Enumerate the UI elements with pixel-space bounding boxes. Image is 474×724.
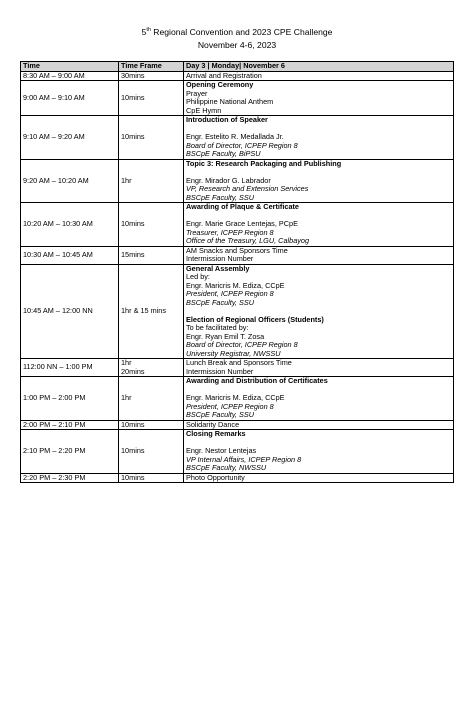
program-affiliation: VP, Research and Extension Services — [186, 184, 309, 193]
row-time-frame — [119, 359, 184, 377]
program-line: Engr. Maricris M. Ediza, CCpE — [186, 393, 285, 402]
row-time-frame — [119, 71, 184, 81]
row-time-frame — [119, 430, 184, 474]
program-line: Philippine National Anthem — [186, 97, 274, 106]
program-line: AM Snacks and Sponsors Time — [186, 245, 288, 255]
table-row — [21, 246, 454, 264]
time-frame-text: 10mins — [121, 92, 145, 102]
row-time: 8:30 AM – 9:00 AM — [21, 71, 119, 81]
row-time: 2:20 PM – 2:30 PM — [21, 473, 119, 483]
program-line: CpE Hymn — [186, 105, 222, 115]
program-line: Intermission Number — [186, 366, 254, 376]
table-row — [21, 264, 454, 359]
row-program — [184, 81, 454, 116]
row-program — [184, 159, 454, 203]
title-number: 5 — [141, 27, 147, 37]
program-heading: General Assembly — [186, 263, 250, 273]
header-time-frame: Time Frame — [119, 62, 184, 72]
row-program — [184, 377, 454, 421]
time-frame-text: 1hr — [121, 358, 132, 367]
row-time: 112:00 NN – 1:00 PM — [21, 359, 119, 377]
row-time: 10:20 AM – 10:30 AM — [21, 203, 119, 247]
program-affiliation: VP Internal Affairs, ICPEP Region 8 — [186, 454, 302, 464]
row-time-frame — [119, 116, 184, 160]
time-frame-text: 1hr — [121, 393, 132, 402]
program-heading: Awarding and Distribution of Certificates — [186, 376, 328, 385]
header-time: Time — [21, 62, 119, 72]
row-time: 10:30 AM – 10:45 AM — [21, 246, 119, 264]
table-row — [21, 159, 454, 203]
time-frame-text: 10mins — [121, 446, 145, 455]
program-line: Engr. Ryan Emil T. Zosa — [186, 331, 265, 341]
program-affiliation: Board of Director, ICPEP Region 8 — [186, 140, 298, 150]
table-row — [21, 377, 454, 421]
program-heading: Closing Remarks — [186, 429, 246, 438]
row-program — [184, 430, 454, 474]
program-affiliation: BSCpE Faculty, SSU — [186, 410, 254, 419]
program-line: Arrival and Registration — [186, 70, 262, 80]
program-affiliation: Board of Director, ICPEP Region 8 — [186, 340, 298, 349]
title-ordinal-suffix: th — [146, 27, 151, 33]
program-line: Engr. Mirador G. Labrador — [186, 175, 271, 185]
row-program — [184, 116, 454, 160]
program-heading: Topic 3: Research Packaging and Publishing — [186, 158, 342, 168]
program-line: Engr. Nestor Lentejas — [186, 446, 257, 455]
row-program — [184, 473, 454, 483]
row-time: 1:00 PM – 2:00 PM — [21, 377, 119, 421]
table-row — [21, 116, 454, 160]
table-row — [21, 203, 454, 247]
header-day: Day 3 | Monday| November 6 — [184, 62, 454, 72]
row-time: 2:10 PM – 2:20 PM — [21, 430, 119, 474]
row-program — [184, 264, 454, 359]
program-affiliation: University Registrar, NWSSU — [186, 348, 281, 358]
program-affiliation: Treasurer, ICPEP Region 8 — [186, 227, 274, 237]
time-frame-text: 10mins — [121, 219, 145, 228]
row-program — [184, 203, 454, 247]
row-time-frame — [119, 159, 184, 203]
row-time: 9:20 AM – 10:20 AM — [21, 159, 119, 203]
program-affiliation: BSCpE Faculty, SSU — [186, 297, 254, 307]
row-time-frame — [119, 473, 184, 483]
schedule-body — [21, 71, 454, 483]
row-program — [184, 359, 454, 377]
program-affiliation: BSCpE Faculty, SSU — [186, 192, 254, 202]
schedule-table — [20, 61, 454, 483]
program-line: Photo Opportunity — [186, 472, 245, 482]
row-time: 9:10 AM – 9:20 AM — [21, 116, 119, 160]
row-time-frame — [119, 377, 184, 421]
program-heading: Introduction of Speaker — [186, 115, 268, 124]
program-line: Led by: — [186, 272, 210, 281]
row-time-frame — [119, 81, 184, 116]
table-row — [21, 430, 454, 474]
row-time: 9:00 AM – 9:10 AM — [21, 81, 119, 116]
program-heading: Awarding of Plaque & Certificate — [186, 202, 299, 211]
row-time-frame — [119, 246, 184, 264]
table-row — [21, 473, 454, 483]
program-line: To be facilitated by: — [186, 323, 249, 332]
time-frame-text: 1hr & 15 mins — [121, 306, 167, 315]
row-time: 2:00 PM – 2:10 PM — [21, 420, 119, 430]
table-header-row — [21, 62, 454, 72]
program-line: Solidarity Dance — [186, 419, 240, 429]
program-affiliation: BSCpE Faculty, BiPSU — [186, 149, 261, 158]
time-frame-text: 10mins — [121, 132, 145, 141]
program-affiliation: President, ICPEP Region 8 — [186, 401, 274, 411]
time-frame-text: 20mins — [121, 366, 145, 376]
document-dates: November 4-6, 2023 — [197, 40, 277, 50]
row-time: 10:45 AM – 12:00 NN — [21, 264, 119, 359]
time-frame-text: 10mins — [121, 472, 145, 482]
program-heading: Opening Ceremony — [186, 80, 254, 89]
program-affiliation: Office of the Treasury, LGU, Calbayog — [186, 236, 310, 245]
table-row — [21, 359, 454, 377]
program-heading: Election of Regional Officers (Students) — [186, 314, 324, 324]
program-affiliation: President, ICPEP Region 8 — [186, 289, 274, 298]
program-line: Lunch Break and Sponsors Time — [186, 358, 292, 367]
program-affiliation: BSCpE Faculty, NWSSU — [186, 463, 267, 472]
time-frame-text: 30mins — [121, 70, 145, 80]
time-frame-text: 1hr — [121, 175, 132, 185]
time-frame-text: 15mins — [121, 249, 145, 259]
row-time-frame — [119, 420, 184, 430]
row-program — [184, 246, 454, 264]
table-row — [21, 81, 454, 116]
program-line: Engr. Estelito R. Medallada Jr. — [186, 132, 284, 141]
program-line: Intermission Number — [186, 254, 254, 263]
document-title — [0, 27, 474, 38]
program-line: Engr. Maricris M. Ediza, CCpE — [186, 280, 285, 290]
time-frame-text: 10mins — [121, 419, 145, 429]
title-text: Regional Convention and 2023 CPE Challenge — [150, 27, 333, 37]
row-time-frame — [119, 264, 184, 359]
program-line: Engr. Marie Grace Lentejas, PCpE — [186, 219, 298, 228]
row-time-frame — [119, 203, 184, 247]
program-line: Prayer — [186, 88, 208, 98]
